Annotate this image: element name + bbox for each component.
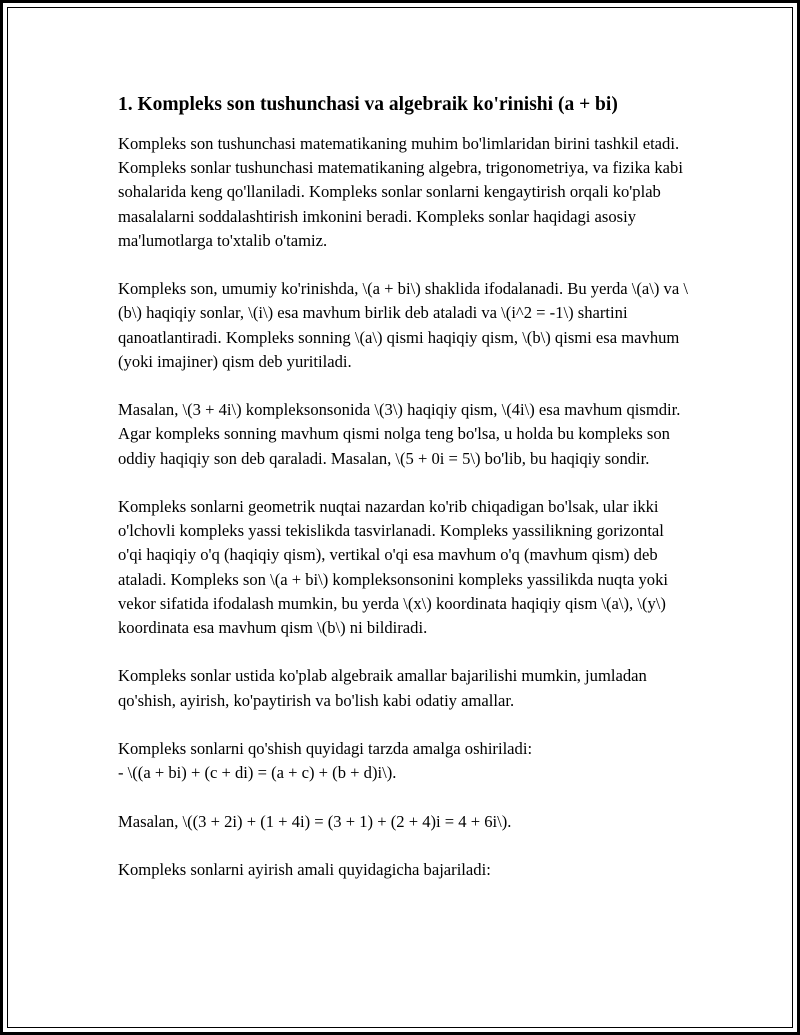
document-body xyxy=(118,92,692,906)
paragraph-operations: Kompleks sonlar ustida ko'plab algebraik amallar bajarilishi mumkin, jumladan qo'shish, ayirish, ko'paytirish va bo'lish kabi odatiy amallar. xyxy=(118,666,647,710)
paragraph-example: Masalan, \(3 + 4i\) kompleksonsonida \(3\) haqiqiy qism, \(4i\) esa mavhum qismdir. Agar kompleks sonning mavhum qismi nolga teng bo'lsa, u holda bu kompleks son oddiy haqiqiy son deb qaraladi. Masalan, \(5 + 0i = 5\) bo'lib, bu haqiqiy sondir. xyxy=(118,400,681,468)
paragraph-addition: Kompleks sonlarni qo'shish quyidagi tarzda amalga oshiriladi: - \((a + bi) + (c + di) = (a + c) + (b + d)i\). xyxy=(118,739,533,783)
section-heading: 1. Kompleks son tushunchasi va algebraik ko'rinishi (a + bi) xyxy=(118,94,618,115)
paragraph-subtraction: Kompleks sonlarni ayirish amali quyidagicha bajariladi: xyxy=(118,859,491,879)
paragraph-intro: Kompleks son tushunchasi matematikaning muhim bo'limlaridan birini tashkil etadi. Kompleks sonlar tushunchasi matematikaning algebra, trigonometriya, va fizika kabi sohalarida keng qo'llaniladi. Kompleks sonlar sonlarni kengaytirish orqali ko'plab masalalarni soddalashtirish imkonini beradi. Kompleks sonlar haqidagi asosiy ma'lumotlarga to'xtalib o'tamiz. xyxy=(118,134,683,250)
paragraph-geometric: Kompleks sonlarni geometrik nuqtai nazardan ko'rib chiqadigan bo'lsak, ular ikki o'lchovli kompleks yassi tekislikda tasvirlanadi. Kompleks yassilikning gorizontal o'qi haqiqiy o'q (haqiqiy qism), vertikal o'qi esa mavhum o'q (mavhum qism) deb ataladi. Kompleks son \(a + bi\) kompleksonsonini kompleks yassilikda nuqta yoki vekor sifatida ifodalash mumkin, bu yerda \(x\) koordinata haqiqiy qism \(a\), \(y\) koordinata esa mavhum qism \(b\) ni bildiradi. xyxy=(118,497,668,638)
paragraph-general-form: Kompleks son, umumiy ko'rinishda, \(a + bi\) shaklida ifodalanadi. Bu yerda \(a\) va \(b\) haqiqiy sonlar, \(i\) esa mavhum birlik deb ataladi va \(i^2 = -1\) shartini qanoatlantiradi. Kompleks sonning \(a\) qismi haqiqiy qism, \(b\) qismi esa mavhum (yoki imajiner) qism deb yuritiladi. xyxy=(118,279,688,371)
paragraph-addition-example: Masalan, \((3 + 2i) + (1 + 4i) = (3 + 1) + (2 + 4)i = 4 + 6i\). xyxy=(118,811,512,831)
